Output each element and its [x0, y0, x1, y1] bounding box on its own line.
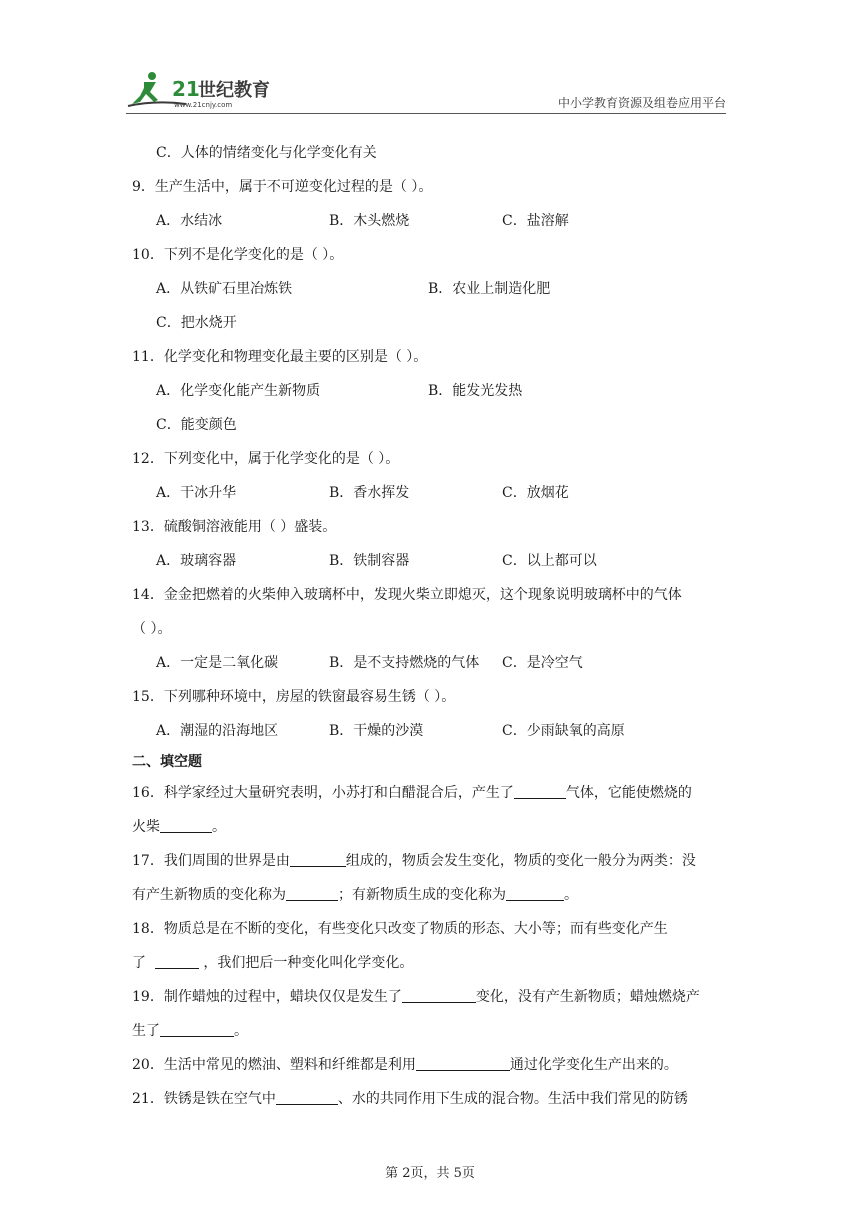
- text: 火柴: [132, 819, 160, 835]
- q9-stem: 9．生产生活中，属于不可逆变化过程的是（ ）。: [132, 179, 433, 195]
- option-c: C．放烟花: [502, 485, 569, 501]
- text: 16．科学家经过大量研究表明，小苏打和白醋混合后，产生了: [132, 785, 514, 801]
- option-c: C．少雨缺氧的高原: [502, 723, 625, 739]
- q10-stem: 10．下列不是化学变化的是（ ）。: [132, 247, 344, 263]
- option-b: B．是不支持燃烧的气体: [329, 655, 480, 671]
- q11-stem: 11．化学变化和物理变化最主要的区别是（ ）。: [132, 349, 428, 365]
- svg-text:www.21cnjy.com: www.21cnjy.com: [174, 101, 233, 109]
- q10-option-c: C．把水烧开: [156, 315, 237, 331]
- text: 组成的，物质会发生变化，物质的变化一般分为两类：没: [345, 853, 696, 869]
- q13-options: [132, 544, 732, 578]
- q14-stem-line2: （ ）。: [132, 621, 172, 637]
- question-list: [132, 136, 732, 1116]
- answer-blank: [160, 1022, 234, 1037]
- q16-line2: [132, 810, 732, 844]
- q15-options: [132, 714, 732, 748]
- q19-line1: [132, 980, 732, 1014]
- section-heading: 二、填空题: [132, 754, 202, 770]
- text: 变化，没有产生新物质；蜡烛燃烧产: [475, 989, 700, 1005]
- q13-stem: 13．硫酸铜溶液能用（ ）盛装。: [132, 519, 337, 535]
- answer-blank: [514, 784, 566, 799]
- platform-name: 中小学教育资源及组卷应用平台: [557, 96, 726, 110]
- answer-blank: [155, 954, 199, 969]
- text: 19．制作蜡烛的过程中，蜡块仅仅是发生了: [132, 989, 402, 1005]
- answer-blank: [506, 886, 564, 901]
- q18-line1: 18．物质总是在不断的变化，有些变化只改变了物质的形态、大小等；而有些变化产生: [132, 921, 668, 937]
- option-a: A．从铁矿石里冶炼铁: [156, 281, 293, 297]
- q8-option-c: C．人体的情绪变化与化学变化有关: [156, 145, 377, 161]
- q11-options: [132, 374, 732, 408]
- text: 。: [212, 819, 226, 835]
- q15-stem: 15．下列哪种环境中，房屋的铁窗最容易生锈（ ）。: [132, 689, 456, 705]
- answer-blank: [286, 886, 338, 901]
- option-c: C．是冷空气: [502, 655, 583, 671]
- option-b: B．香水挥发: [329, 485, 410, 501]
- q17-line2: [132, 878, 732, 912]
- option-a: A．干冰升华: [156, 485, 237, 501]
- page-number: 第 2页，共 5页: [385, 1166, 475, 1181]
- text: 气体，它能使燃烧的: [565, 785, 692, 801]
- answer-blank: [290, 852, 346, 867]
- option-c: C．以上都可以: [502, 553, 597, 569]
- text: ，我们把后一种变化叫化学变化。: [203, 955, 414, 971]
- text: 了: [132, 955, 146, 971]
- answer-blank: [276, 1090, 338, 1105]
- text: 生了: [132, 1023, 160, 1039]
- text: 17．我们周围的世界是由: [132, 853, 290, 869]
- text: 20．生活中常见的燃油、塑料和纤维都是利用: [132, 1057, 416, 1073]
- text: 有产生新物质的变化称为: [132, 887, 286, 903]
- q21-line: [132, 1082, 732, 1116]
- option-a: A．玻璃容器: [156, 553, 237, 569]
- q12-stem: 12．下列变化中，属于化学变化的是（ ）。: [132, 451, 400, 467]
- page-header: [126, 64, 726, 116]
- option-c: C．盐溶解: [502, 213, 569, 229]
- q12-options: [132, 476, 732, 510]
- text: 通过化学变化生产出来的。: [509, 1057, 678, 1073]
- q9-options: [132, 204, 732, 238]
- option-b: B．铁制容器: [329, 553, 410, 569]
- option-b: B．干燥的沙漠: [329, 723, 424, 739]
- q16-line1: [132, 776, 732, 810]
- site-logo: [126, 70, 296, 110]
- q20-line: [132, 1048, 732, 1082]
- answer-blank: [160, 818, 212, 833]
- option-b: B．能发光发热: [428, 383, 523, 399]
- q14-stem-line1: 14．金金把燃着的火柴伸入玻璃杯中，发现火柴立即熄灭，这个现象说明玻璃杯中的气体: [132, 587, 682, 603]
- q17-line1: [132, 844, 732, 878]
- text: 。: [564, 887, 578, 903]
- q19-line2: [132, 1014, 732, 1048]
- option-a: A．化学变化能产生新物质: [156, 383, 321, 399]
- header-rule: [126, 113, 726, 114]
- text: ；有新物质生成的变化称为: [338, 887, 506, 903]
- option-a: A．潮湿的沿海地区: [156, 723, 279, 739]
- answer-blank: [402, 988, 476, 1003]
- q18-line2: [132, 946, 732, 980]
- option-a: A．水结冰: [156, 213, 223, 229]
- option-a: A．一定是二氧化碳: [156, 655, 279, 671]
- svg-text:21: 21: [172, 77, 200, 101]
- option-b: B．木头燃烧: [329, 213, 410, 229]
- text: 21．铁锈是铁在空气中: [132, 1091, 276, 1107]
- q10-options: [132, 272, 732, 306]
- option-b: B．农业上制造化肥: [428, 281, 551, 297]
- q14-options: [132, 646, 732, 680]
- svg-text:世纪教育: 世纪教育: [198, 80, 270, 101]
- q11-option-c: C．能变颜色: [156, 417, 237, 433]
- answer-blank: [416, 1056, 510, 1071]
- text: 。: [234, 1023, 248, 1039]
- text: 、水的共同作用下生成的混合物。生活中我们常见的防锈: [337, 1091, 688, 1107]
